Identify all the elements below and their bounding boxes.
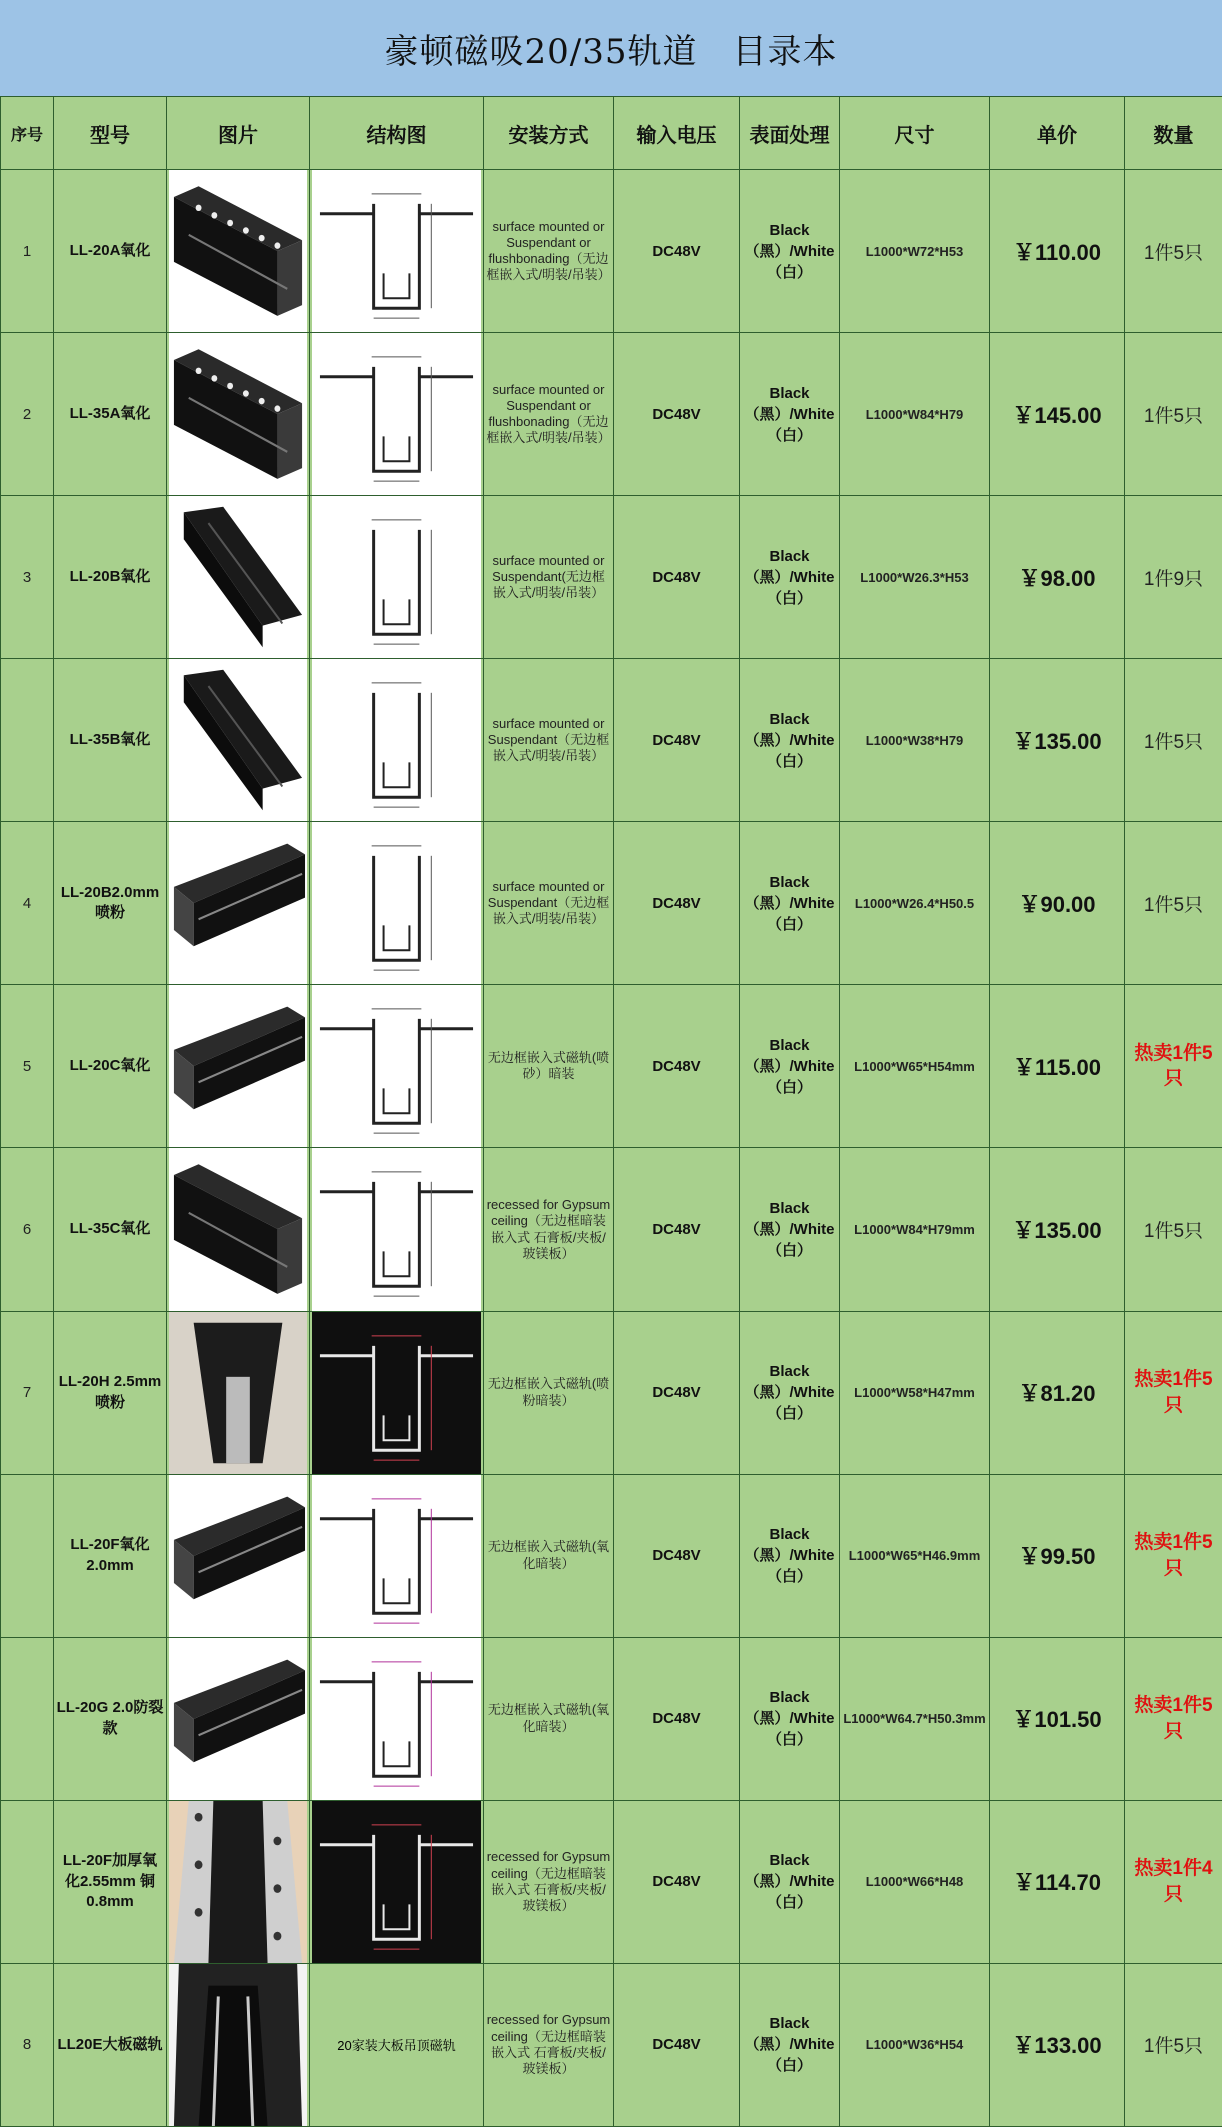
size-cell: L1000*W26.4*H50.5: [840, 822, 990, 985]
size-cell: L1000*W65*H46.9mm: [840, 1474, 990, 1637]
product-row: [1, 985, 1222, 1148]
model-cell: LL-35A氧化: [54, 333, 167, 496]
quantity-cell: 1件9只: [1125, 496, 1222, 659]
finish-cell: Black（黑）/White（白）: [740, 1963, 840, 2126]
quantity-cell: 1件5只: [1125, 333, 1222, 496]
structure-drawing-cell: [310, 1311, 484, 1474]
price-cell: ￥110.00: [990, 170, 1125, 333]
size-cell: L1000*W65*H54mm: [840, 985, 990, 1148]
row-index: 2: [1, 333, 54, 496]
column-header: 图片: [167, 97, 310, 170]
finish-cell: Black（黑）/White（白）: [740, 1800, 840, 1963]
catalog-table: [0, 96, 1222, 2127]
product-photo: [169, 1312, 307, 1474]
price-cell: ￥145.00: [990, 333, 1125, 496]
model-cell: LL-35B氧化: [54, 659, 167, 822]
structure-drawing: [312, 1638, 481, 1800]
price-cell: ￥135.00: [990, 1148, 1125, 1311]
product-photo-cell: [167, 1637, 310, 1800]
model-cell: LL20E大板磁轨: [54, 1963, 167, 2126]
structure-drawing: [312, 333, 481, 495]
product-photo: [169, 985, 307, 1147]
model-cell: LL-20B氧化: [54, 496, 167, 659]
size-cell: L1000*W58*H47mm: [840, 1311, 990, 1474]
size-cell: L1000*W66*H48: [840, 1800, 990, 1963]
structure-drawing: [312, 1148, 481, 1310]
install-method-cell: surface mounted or Suspendant or flushbonading（无边框嵌入式/明装/吊装）: [484, 333, 614, 496]
row-index: 7: [1, 1311, 54, 1474]
model-cell: LL-20B2.0mm喷粉: [54, 822, 167, 985]
install-method-cell: 无边框嵌入式磁轨(喷砂）暗装: [484, 985, 614, 1148]
install-method-cell: 无边框嵌入式磁轨(喷粉暗装）: [484, 1311, 614, 1474]
quantity-cell: 1件5只: [1125, 1148, 1222, 1311]
model-cell: LL-20F氧化2.0mm: [54, 1474, 167, 1637]
product-photo-cell: [167, 170, 310, 333]
voltage-cell: DC48V: [614, 1148, 740, 1311]
product-row: [1, 496, 1222, 659]
column-header: 数量: [1125, 97, 1222, 170]
size-cell: L1000*W84*H79mm: [840, 1148, 990, 1311]
voltage-cell: DC48V: [614, 659, 740, 822]
product-row: [1, 1637, 1222, 1800]
structure-drawing-cell: [310, 659, 484, 822]
price-cell: ￥135.00: [990, 659, 1125, 822]
install-method-cell: 无边框嵌入式磁轨(氧化暗装）: [484, 1474, 614, 1637]
product-photo: [169, 1801, 307, 1963]
product-photo-cell: [167, 1311, 310, 1474]
structure-drawing: [312, 1801, 481, 1963]
model-cell: LL-20F加厚氧化2.55mm 铜0.8mm: [54, 1800, 167, 1963]
quantity-cell: 热卖1件4只: [1125, 1800, 1222, 1963]
product-photo: [169, 1638, 307, 1800]
model-cell: LL-35C氧化: [54, 1148, 167, 1311]
voltage-cell: DC48V: [614, 1474, 740, 1637]
structure-drawing: [312, 822, 481, 984]
structure-drawing-cell: [310, 333, 484, 496]
product-photo-cell: [167, 1963, 310, 2126]
structure-drawing: [312, 1312, 481, 1474]
product-row: [1, 659, 1222, 822]
structure-drawing-cell: [310, 985, 484, 1148]
catalog-title: 豪顿磁吸20/35轨道 目录本: [384, 31, 838, 72]
row-index: 3: [1, 496, 54, 659]
product-photo-cell: [167, 822, 310, 985]
product-row: [1, 1800, 1222, 1963]
structure-drawing-cell: [310, 1148, 484, 1311]
column-header: 单价: [990, 97, 1125, 170]
voltage-cell: DC48V: [614, 1963, 740, 2126]
product-photo: [169, 822, 307, 984]
quantity-cell: 热卖1件5只: [1125, 985, 1222, 1148]
product-row: [1, 822, 1222, 985]
product-photo: [169, 1964, 307, 2126]
column-header: 输入电压: [614, 97, 740, 170]
install-method-cell: surface mounted or Suspendant(无边框嵌入式/明装/吊装）: [484, 496, 614, 659]
voltage-cell: DC48V: [614, 1800, 740, 1963]
voltage-cell: DC48V: [614, 1311, 740, 1474]
model-cell: LL-20G 2.0防裂款: [54, 1637, 167, 1800]
header-row: [1, 97, 1222, 170]
install-method-cell: surface mounted or Suspendant（无边框嵌入式/明装/吊装）: [484, 822, 614, 985]
quantity-cell: 1件5只: [1125, 170, 1222, 333]
product-photo-cell: [167, 1800, 310, 1963]
model-cell: LL-20C氧化: [54, 985, 167, 1148]
column-header: 型号: [54, 97, 167, 170]
finish-cell: Black（黑）/White（白）: [740, 1637, 840, 1800]
voltage-cell: DC48V: [614, 985, 740, 1148]
column-header: 表面处理: [740, 97, 840, 170]
row-index: 5: [1, 985, 54, 1148]
quantity-cell: 1件5只: [1125, 1963, 1222, 2126]
size-cell: L1000*W38*H79: [840, 659, 990, 822]
structure-drawing: [312, 170, 481, 332]
finish-cell: Black（黑）/White（白）: [740, 822, 840, 985]
product-row: [1, 1311, 1222, 1474]
price-cell: ￥133.00: [990, 1963, 1125, 2126]
finish-cell: Black（黑）/White（白）: [740, 659, 840, 822]
structure-drawing-cell: [310, 496, 484, 659]
finish-cell: Black（黑）/White（白）: [740, 985, 840, 1148]
structure-drawing-cell: [310, 170, 484, 333]
row-index: [1, 1637, 54, 1800]
size-cell: L1000*W84*H79: [840, 333, 990, 496]
finish-cell: Black（黑）/White（白）: [740, 1148, 840, 1311]
price-cell: ￥115.00: [990, 985, 1125, 1148]
product-photo-cell: [167, 333, 310, 496]
quantity-cell: 1件5只: [1125, 822, 1222, 985]
finish-cell: Black（黑）/White（白）: [740, 1474, 840, 1637]
structure-drawing: [312, 496, 481, 658]
column-header: 结构图: [310, 97, 484, 170]
row-index: 1: [1, 170, 54, 333]
finish-cell: Black（黑）/White（白）: [740, 1311, 840, 1474]
product-photo-cell: [167, 1474, 310, 1637]
install-method-cell: recessed for Gypsum ceiling（无边框暗装嵌入式 石膏板/夹板/玻镁板）: [484, 1148, 614, 1311]
install-method-cell: recessed for Gypsum ceiling（无边框暗装嵌入式 石膏板/夹板/玻镁板）: [484, 1800, 614, 1963]
row-index: 8: [1, 1963, 54, 2126]
install-method-cell: 无边框嵌入式磁轨(氧化暗装）: [484, 1637, 614, 1800]
model-cell: LL-20A氧化: [54, 170, 167, 333]
product-row: [1, 1474, 1222, 1637]
quantity-cell: 热卖1件5只: [1125, 1311, 1222, 1474]
model-cell: LL-20H 2.5mm 喷粉: [54, 1311, 167, 1474]
product-photo: [169, 1475, 307, 1637]
product-photo: [169, 659, 307, 821]
row-index: [1, 659, 54, 822]
structure-drawing-cell: [310, 1800, 484, 1963]
row-index: [1, 1800, 54, 1963]
column-header: 尺寸: [840, 97, 990, 170]
voltage-cell: DC48V: [614, 1637, 740, 1800]
column-header: 安装方式: [484, 97, 614, 170]
product-photo-cell: [167, 985, 310, 1148]
product-photo: [169, 496, 307, 658]
install-method-cell: recessed for Gypsum ceiling（无边框暗装嵌入式 石膏板/夹板/玻镁板）: [484, 1963, 614, 2126]
price-cell: ￥90.00: [990, 822, 1125, 985]
quantity-cell: 热卖1件5只: [1125, 1474, 1222, 1637]
quantity-cell: 1件5只: [1125, 659, 1222, 822]
title-bar: [0, 0, 1222, 98]
voltage-cell: DC48V: [614, 170, 740, 333]
install-method-cell: surface mounted or Suspendant（无边框嵌入式/明装/吊装）: [484, 659, 614, 822]
structure-drawing-cell: 20家装大板吊顶磁轨: [310, 1963, 484, 2126]
size-cell: L1000*W72*H53: [840, 170, 990, 333]
structure-drawing: [312, 985, 481, 1147]
product-photo-cell: [167, 659, 310, 822]
voltage-cell: DC48V: [614, 822, 740, 985]
row-index: 6: [1, 1148, 54, 1311]
size-cell: L1000*W26.3*H53: [840, 496, 990, 659]
row-index: [1, 1474, 54, 1637]
product-row: [1, 333, 1222, 496]
voltage-cell: DC48V: [614, 496, 740, 659]
column-header: 序号: [1, 97, 54, 170]
structure-drawing-cell: [310, 1474, 484, 1637]
price-cell: ￥114.70: [990, 1800, 1125, 1963]
size-cell: L1000*W64.7*H50.3mm: [840, 1637, 990, 1800]
product-row: [1, 170, 1222, 333]
structure-drawing-cell: [310, 822, 484, 985]
quantity-cell: 热卖1件5只: [1125, 1637, 1222, 1800]
product-photo-cell: [167, 1148, 310, 1311]
product-photo: [169, 1148, 307, 1310]
product-photo: [169, 170, 307, 332]
product-photo: [169, 333, 307, 495]
row-index: 4: [1, 822, 54, 985]
structure-drawing-cell: [310, 1637, 484, 1800]
product-row: [1, 1963, 1222, 2126]
price-cell: ￥81.20: [990, 1311, 1125, 1474]
finish-cell: Black（黑）/White（白）: [740, 170, 840, 333]
structure-drawing: [312, 659, 481, 821]
price-cell: ￥101.50: [990, 1637, 1125, 1800]
install-method-cell: surface mounted or Suspendant or flushbonading（无边框嵌入式/明装/吊装）: [484, 170, 614, 333]
size-cell: L1000*W36*H54: [840, 1963, 990, 2126]
product-row: [1, 1148, 1222, 1311]
product-photo-cell: [167, 496, 310, 659]
price-cell: ￥99.50: [990, 1474, 1125, 1637]
voltage-cell: DC48V: [614, 333, 740, 496]
finish-cell: Black（黑）/White（白）: [740, 333, 840, 496]
structure-drawing: [312, 1475, 481, 1637]
price-cell: ￥98.00: [990, 496, 1125, 659]
finish-cell: Black（黑）/White（白）: [740, 496, 840, 659]
